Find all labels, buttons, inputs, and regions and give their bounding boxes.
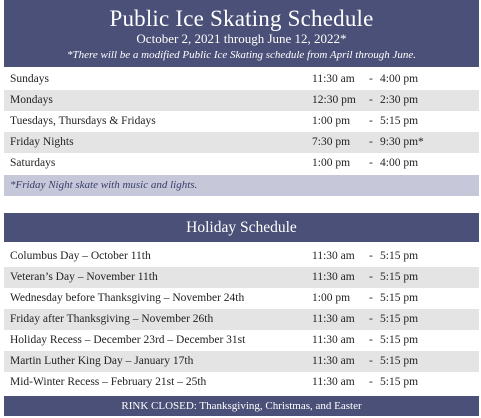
start-time: 11:30 am — [312, 355, 355, 367]
table-row — [4, 372, 479, 393]
row-label: Tuesdays, Thursdays & Fridays — [10, 115, 156, 127]
rink-closed-banner: RINK CLOSED: Thanksgiving, Christmas, and Easter — [4, 396, 479, 416]
date-range: October 2, 2021 through June 12, 2022* — [136, 31, 347, 46]
time-separator: - — [369, 334, 373, 346]
row-label: Friday after Thanksgiving – November 26th — [10, 313, 214, 325]
table-row — [4, 330, 479, 351]
end-time: 5:15 pm — [380, 115, 419, 127]
time-separator: - — [369, 73, 373, 85]
start-time: 1:00 pm — [312, 115, 351, 127]
end-time: 5:15 pm — [380, 271, 419, 283]
start-time: 11:30 am — [312, 271, 355, 283]
time-separator: - — [369, 157, 373, 169]
end-time: 5:15 pm — [380, 376, 419, 388]
row-label: Columbus Day – October 11th — [10, 250, 151, 262]
start-time: 11:30 am — [312, 376, 355, 388]
table-row — [4, 351, 479, 372]
table-row — [4, 309, 479, 330]
row-label: Holiday Recess – December 23rd – December 31st — [10, 334, 246, 346]
row-label: Sundays — [10, 73, 49, 85]
start-time: 11:30 am — [312, 313, 355, 325]
time-separator: - — [369, 94, 373, 106]
start-time: 11:30 am — [312, 250, 355, 262]
footnote-text: *Friday Night skate with music and lights. — [10, 179, 198, 191]
time-separator: - — [369, 313, 373, 325]
row-label: Martin Luther King Day – January 17th — [10, 355, 194, 367]
end-time: 5:15 pm — [380, 334, 419, 346]
friday-night-footnote — [4, 175, 479, 196]
end-time: 5:15 pm — [380, 250, 419, 262]
time-separator: - — [369, 136, 373, 148]
start-time: 11:30 am — [312, 73, 355, 85]
start-time: 12:30 pm — [312, 94, 356, 106]
end-time: 5:15 pm — [380, 313, 419, 325]
table-row — [4, 267, 479, 288]
header-note: *There will be a modified Public Ice Skating schedule from April through June. — [67, 49, 416, 61]
start-time: 7:30 pm — [312, 136, 351, 148]
time-separator: - — [369, 115, 373, 127]
table-row — [4, 69, 479, 90]
regular-schedule-table — [4, 69, 479, 174]
row-label: Friday Nights — [10, 136, 74, 148]
table-row — [4, 111, 479, 132]
time-separator: - — [369, 250, 373, 262]
holiday-schedule-header: Holiday Schedule — [4, 213, 479, 242]
table-row — [4, 288, 479, 309]
row-label: Wednesday before Thanksgiving – November 24th — [10, 292, 245, 304]
time-separator: - — [369, 271, 373, 283]
holiday-schedule-table — [4, 246, 479, 393]
start-time: 11:30 am — [312, 334, 355, 346]
end-time: 4:00 pm — [380, 157, 419, 169]
end-time: 4:00 pm — [380, 73, 419, 85]
time-separator: - — [369, 376, 373, 388]
table-row — [4, 90, 479, 111]
row-label: Mondays — [10, 94, 53, 106]
end-time: 5:15 pm — [380, 355, 419, 367]
table-row — [4, 153, 479, 174]
row-label: Saturdays — [10, 157, 56, 169]
start-time: 1:00 pm — [312, 157, 351, 169]
row-label: Veteran’s Day – November 11th — [10, 271, 158, 283]
row-label: Mid-Winter Recess – February 21st – 25th — [10, 376, 207, 388]
page-title: Public Ice Skating Schedule — [109, 6, 374, 31]
end-time: 5:15 pm — [380, 292, 419, 304]
end-time: 9:30 pm* — [380, 136, 424, 148]
end-time: 2:30 pm — [380, 94, 419, 106]
time-separator: - — [369, 355, 373, 367]
table-row — [4, 132, 479, 153]
table-row — [4, 246, 479, 267]
schedule-header — [4, 0, 479, 67]
start-time: 1:00 pm — [312, 292, 351, 304]
time-separator: - — [369, 292, 373, 304]
